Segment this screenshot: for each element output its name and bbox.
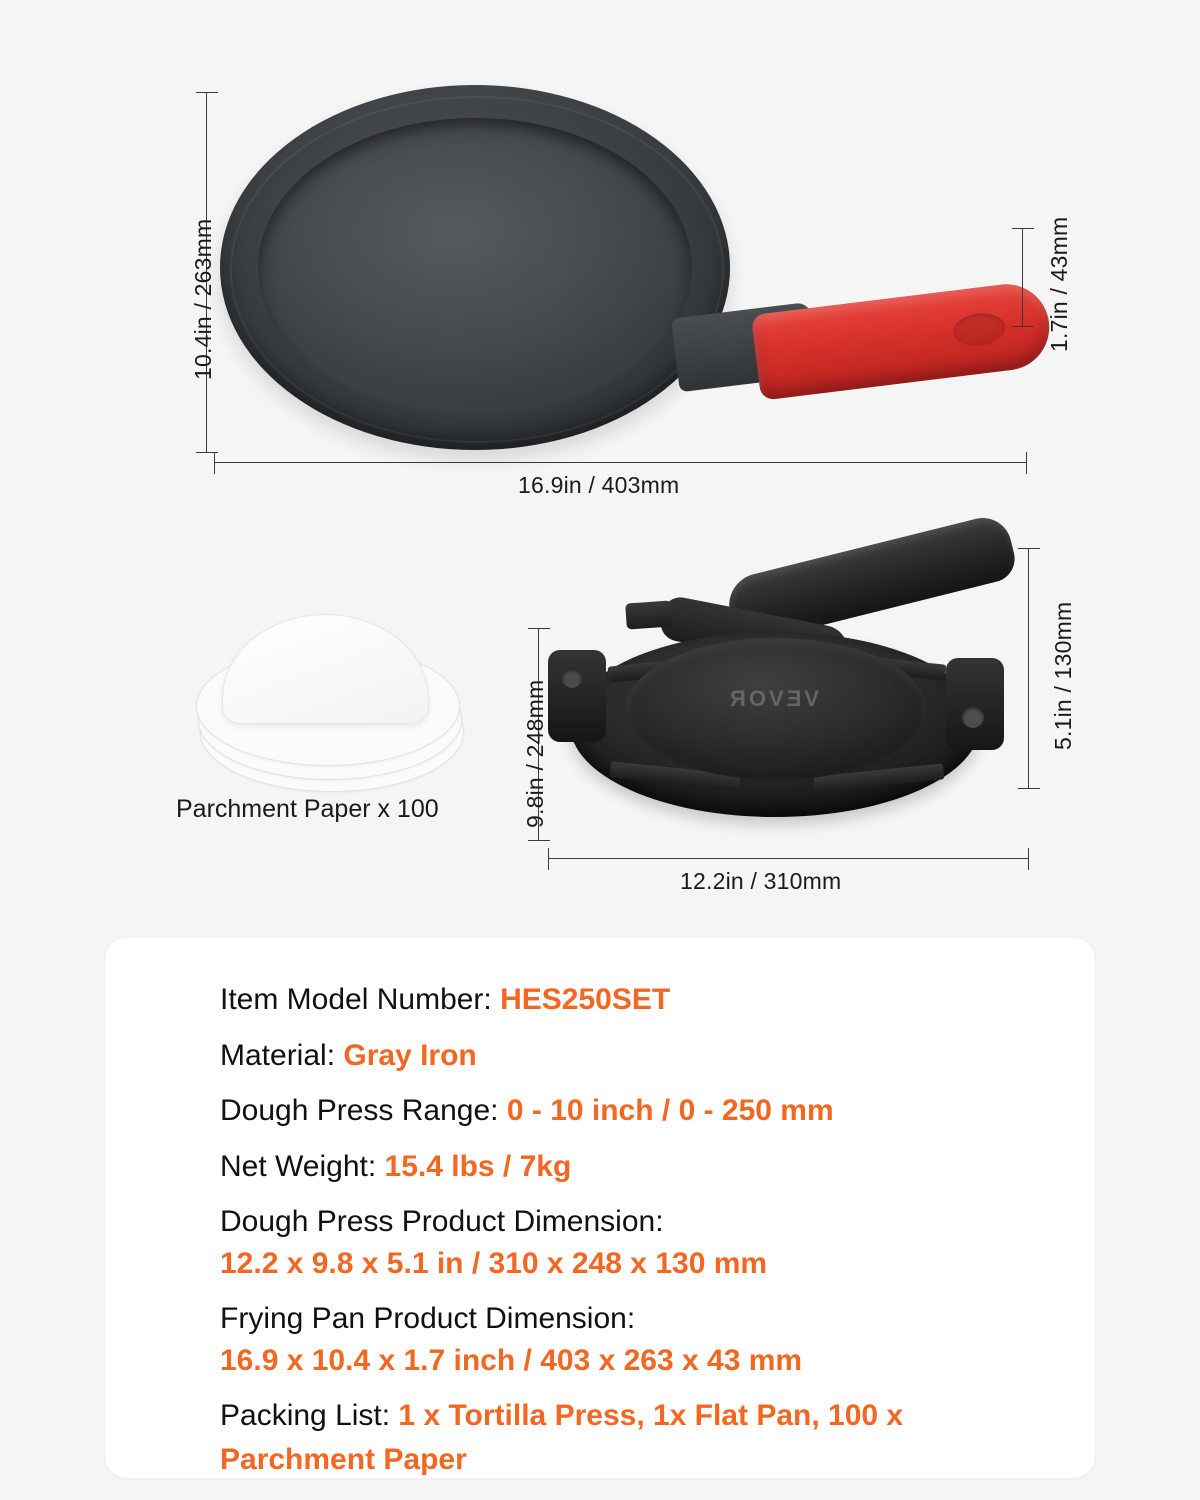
frying-pan-illustration [220, 85, 1040, 455]
spec-value-material: Gray Iron [343, 1038, 477, 1072]
spec-row-pan-dimension [220, 1297, 1055, 1382]
tortilla-press-illustration [548, 540, 1018, 845]
press-width-label: 12.2in / 310mm [680, 868, 842, 894]
spec-label-pan-dimension: Frying Pan Product Dimension: [220, 1302, 636, 1335]
spec-value-net-weight: 15.4 lbs / 7kg [384, 1149, 572, 1183]
press-depth-label: 5.1in / 130mm [1050, 601, 1076, 750]
spec-row-packing-list [220, 1394, 1055, 1481]
pan-width-cap-right [1026, 452, 1027, 474]
press-depth-dim-line [1028, 548, 1029, 788]
spec-label-model: Item Model Number: [220, 983, 501, 1016]
specification-list [220, 978, 1055, 1493]
press-hinge-pin [562, 668, 582, 688]
pan-thickness-label: 1.7in / 43mm [1046, 216, 1072, 352]
pan-thickness-dim-line [1022, 228, 1023, 326]
spec-value-pan-dimension: 16.9 x 10.4 x 1.7 inch / 403 x 263 x 43 mm [220, 1343, 803, 1377]
spec-value-packing-list: 1 x Tortilla Press, 1x Flat Pan, 100 x Parchment Paper [220, 1399, 904, 1476]
press-top-tab [625, 600, 673, 629]
parchment-folded-sheet [222, 614, 429, 724]
parchment-paper-illustration [196, 612, 466, 792]
press-height-label: 9.8in / 248mm [522, 679, 548, 828]
spec-row-material [220, 1034, 1055, 1078]
press-hinge [548, 650, 606, 742]
spec-label-press-dimension: Dough Press Product Dimension: [220, 1205, 664, 1238]
pan-body [220, 85, 730, 450]
press-height-cap-top [528, 628, 550, 629]
press-width-dim-line [548, 858, 1028, 859]
spec-row-model [220, 978, 1055, 1022]
spec-row-net-weight [220, 1145, 1055, 1189]
specification-card [105, 938, 1095, 1478]
press-latch-pin [962, 706, 984, 728]
pan-width-dim-line [214, 462, 1026, 463]
pan-width-label: 16.9in / 403mm [518, 472, 680, 498]
press-width-cap-left [548, 848, 549, 870]
spec-label-material: Material: [220, 1038, 344, 1072]
spec-value-press-range: 0 - 10 inch / 0 - 250 mm [506, 1094, 834, 1127]
spec-label-net-weight: Net Weight: [220, 1149, 385, 1183]
press-width-cap-right [1028, 848, 1029, 870]
press-depth-cap-bottom [1018, 788, 1040, 789]
spec-label-press-range: Dough Press Range: [220, 1094, 507, 1127]
press-height-cap-bottom [528, 840, 550, 841]
parchment-caption: Parchment Paper x 100 [176, 795, 439, 823]
spec-row-press-dimension [220, 1200, 1055, 1285]
pan-thickness-cap-bottom [1012, 326, 1034, 327]
press-depth-cap-top [1018, 548, 1040, 549]
spec-row-press-range [220, 1089, 1055, 1133]
spec-value-model: HES250SET [500, 983, 671, 1016]
press-brand-text: VEVOR [726, 686, 820, 711]
pan-thickness-cap-top [1012, 228, 1034, 229]
spec-label-packing-list: Packing List: [220, 1399, 399, 1432]
pan-height-label: 10.4in / 263mm [190, 218, 216, 380]
spec-value-press-dimension: 12.2 x 9.8 x 5.1 in / 310 x 248 x 130 mm [220, 1246, 768, 1280]
pan-silicone-handle [751, 279, 1054, 400]
pan-height-cap-top [196, 92, 218, 93]
pan-width-cap-left [214, 452, 215, 474]
press-latch [946, 658, 1004, 750]
pan-rim-highlight [230, 96, 724, 443]
